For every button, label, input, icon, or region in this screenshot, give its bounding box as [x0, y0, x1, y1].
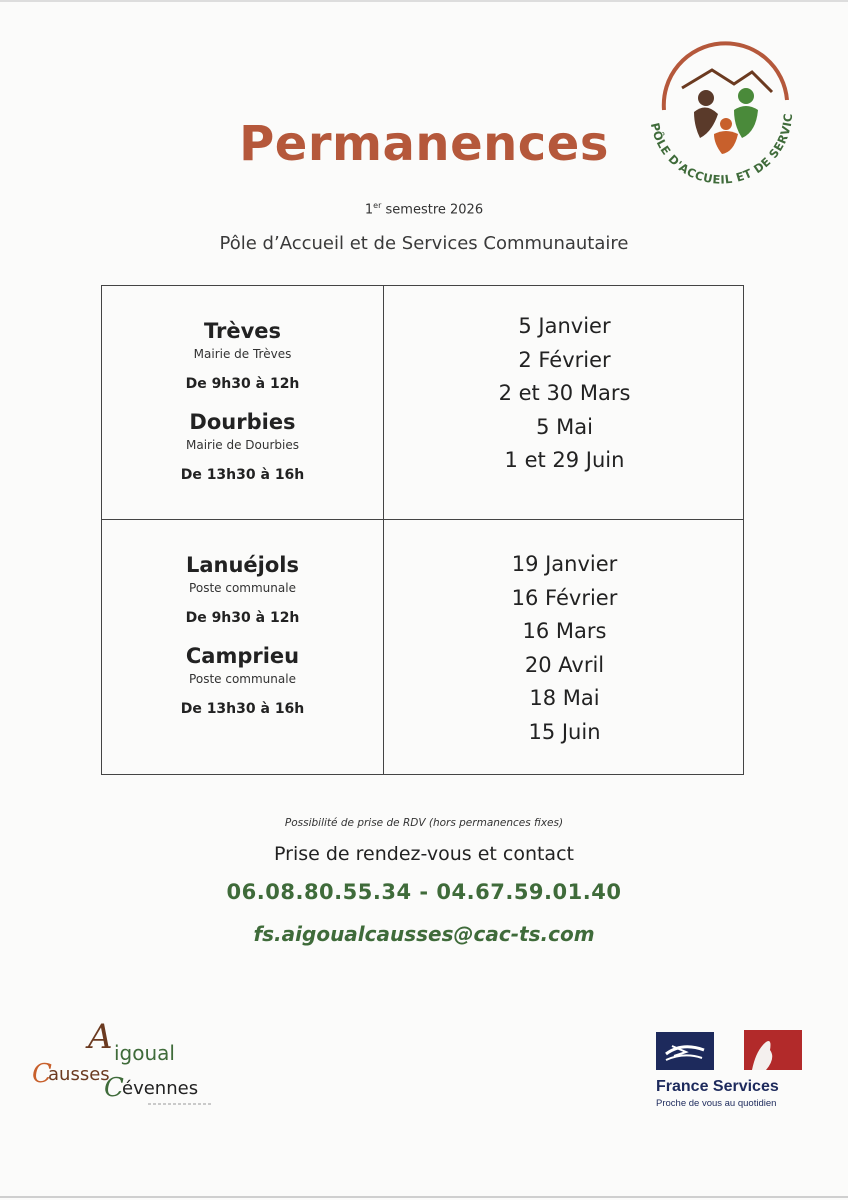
- svg-text:A: A: [88, 1017, 113, 1057]
- date-item: 5 Mai: [536, 414, 593, 439]
- site-town: Dourbies: [189, 410, 296, 434]
- site-place: Mairie de Dourbies: [185, 438, 300, 452]
- date-item: 20 Avril: [524, 652, 605, 677]
- site-town: Lanuéjols: [185, 553, 300, 577]
- date-item: 5 Janvier: [518, 314, 611, 338]
- contact-title: Prise de rendez-vous et contact: [274, 843, 574, 865]
- svg-text:évennes: évennes: [122, 1078, 199, 1099]
- schedule-table: [101, 285, 744, 775]
- svg-text:ausses: ausses: [48, 1064, 110, 1085]
- date-item: 18 Mai: [529, 686, 600, 710]
- appointment-note: Possibilité de prise de RDV (hors permanences fixes): [284, 817, 564, 829]
- phone-numbers: 06.08.80.55.34 - 04.67.59.01.40: [226, 880, 622, 904]
- page-title: Permanences: [239, 116, 609, 172]
- schedule-group-1-dates: [384, 310, 745, 478]
- site-hours: De 9h30 à 12h: [185, 610, 300, 626]
- site-hours: De 13h30 à 16h: [180, 467, 305, 483]
- france-services-tagline: Proche de vous au quotidien: [656, 1098, 777, 1109]
- table-row-divider: [102, 519, 743, 520]
- page-top-edge: [0, 0, 848, 2]
- date-item: 2 et 30 Mars: [498, 381, 631, 405]
- semester-label: 1er semestre 2026: [364, 201, 484, 218]
- france-services-logo: [652, 1028, 822, 1118]
- aigoual-causses-cevennes-logo: [30, 1010, 230, 1110]
- date-item: 16 Février: [511, 585, 618, 610]
- site-place: Poste communale: [189, 672, 296, 686]
- site-hours: De 13h30 à 16h: [180, 701, 305, 717]
- date-item: 1 et 29 Juin: [504, 448, 625, 472]
- site-hours: De 9h30 à 12h: [185, 376, 300, 392]
- page-subtitle: Pôle d’Accueil et de Services Communautaire: [219, 233, 629, 254]
- svg-text:C: C: [32, 1059, 52, 1089]
- france-services-name: France Services: [656, 1078, 779, 1095]
- contact-email: fs.aigoualcausses@cac-ts.com: [253, 922, 595, 946]
- svg-text:igoual: igoual: [114, 1041, 175, 1065]
- date-item: 2 Février: [518, 347, 611, 372]
- site-town: Trèves: [203, 319, 282, 343]
- site-place: Mairie de Trèves: [193, 347, 292, 361]
- page-bottom-edge: [0, 1196, 848, 1198]
- pole-logo-text: PÔLE D'ACCUEIL ET DE SERVIC: [647, 112, 796, 187]
- date-item: 16 Mars: [522, 619, 607, 643]
- site-place: Poste communale: [189, 581, 296, 595]
- schedule-group-2-sites: [102, 552, 383, 718]
- schedule-group-1-sites: [102, 318, 383, 484]
- svg-text:C: C: [104, 1073, 124, 1103]
- schedule-group-2-dates: [384, 548, 745, 749]
- site-town: Camprieu: [185, 644, 300, 668]
- date-item: 15 Juin: [528, 719, 601, 744]
- date-item: 19 Janvier: [511, 552, 618, 576]
